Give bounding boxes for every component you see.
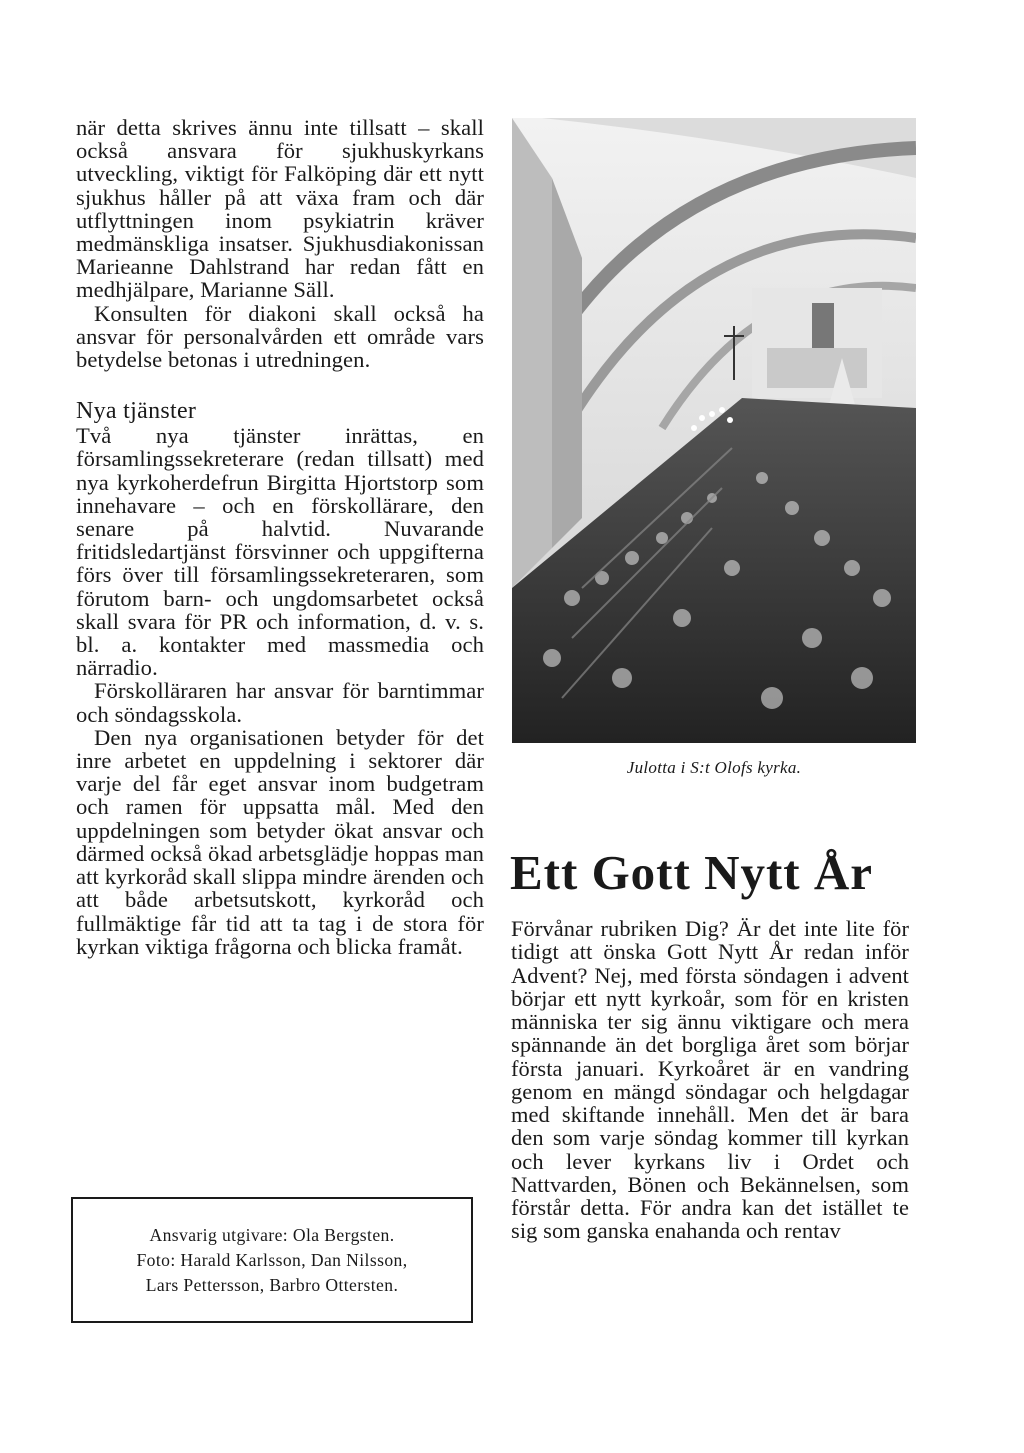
body-paragraph: Konsulten för diakoni skall också ha ansvar för personalvården ett område vars betydelse betonas i utredningen.	[76, 300, 484, 373]
body-paragraph: Två nya tjänster inrättas, en församlingssekreterare (redan tillsatt) med nya kyrkoherdefrun Birgitta Hjortstorp som innehavare – och en förskollärare, den senare på halvtid. Nuvarande fritidsledartjänst försvinner och uppgifterna förs över till församlingssekreteraren, som förutom barn- och ungdomsarbetet också skall svara för PR och information, d. v. s. bl. a. kontakter med massmedia och närradio.	[76, 423, 484, 681]
body-paragraph: Förskolläraren har ansvar för barntimmar och söndagsskola.	[76, 678, 484, 727]
right-column	[511, 917, 909, 1243]
article-paragraph: Förvånar rubriken Dig? Är det inte lite för tidigt att önska Gott Nytt År redan inför Advent? Nej, med första söndagen i advent börjar ett nytt kyrkoår, som för en kristen människa ter sig ännu viktigare och mera spännande än det borgliga året som börjar första januari. Kyrkoåret är en vandring genom en mängd söndagar och helgdagar med skiftande innehåll. Men det är bara den som varje söndag kommer till kyrkan och lever kyrkans liv i Ordet och Nattvarden, Bönen och Bekännelsen, som förstår detta. För andra kan det istället te sig som ganska enahanda och rentav	[511, 916, 909, 1244]
left-column	[76, 116, 484, 958]
photo-credit-continued: Lars Pettersson, Barbro Ottersten.	[145, 1274, 399, 1295]
photo-caption: Julotta i S:t Olofs kyrka.	[626, 758, 802, 777]
church-photo-illustration	[512, 118, 916, 743]
article-headline: Ett Gott Nytt År	[510, 845, 873, 900]
body-paragraph: Den nya organisationen betyder för det inre arbetet en uppdelning i sektorer där varje del får eget ansvar inom budgetram och ramen för uppsatta mål. Med den uppdelningen som betyder ökat ansvar och därmed också ökad arbetsglädje hoppas man att kyrkoråd skall slippa mindre ärenden och att både arbetsutskott, kyrkoråd och fullmäktige får tid att ta tag i de stora för kyrkan viktiga frågorna och blicka framåt.	[76, 724, 484, 959]
photo-credit: Foto: Harald Karlsson, Dan Nilsson,	[136, 1249, 408, 1270]
publisher-credit: Ansvarig utgivare: Ola Bergsten.	[149, 1224, 395, 1245]
body-paragraph: när detta skrives ännu inte tillsatt – skall också ansvara för sjukhuskyrkans utveckling, viktigt för Falköping där ett nytt sjukhus håller på att växa fram och där utflyttningen inom psykiatrin kräver medmänskliga insatser. Sjukhusdiakonissan Marieanne Dahlstrand har redan fått en medhjälpare, Marianne Säll.	[76, 115, 484, 303]
church-interior-photo	[512, 118, 916, 743]
section-heading: Nya tjänster	[76, 398, 197, 425]
credits-box	[71, 1197, 473, 1323]
